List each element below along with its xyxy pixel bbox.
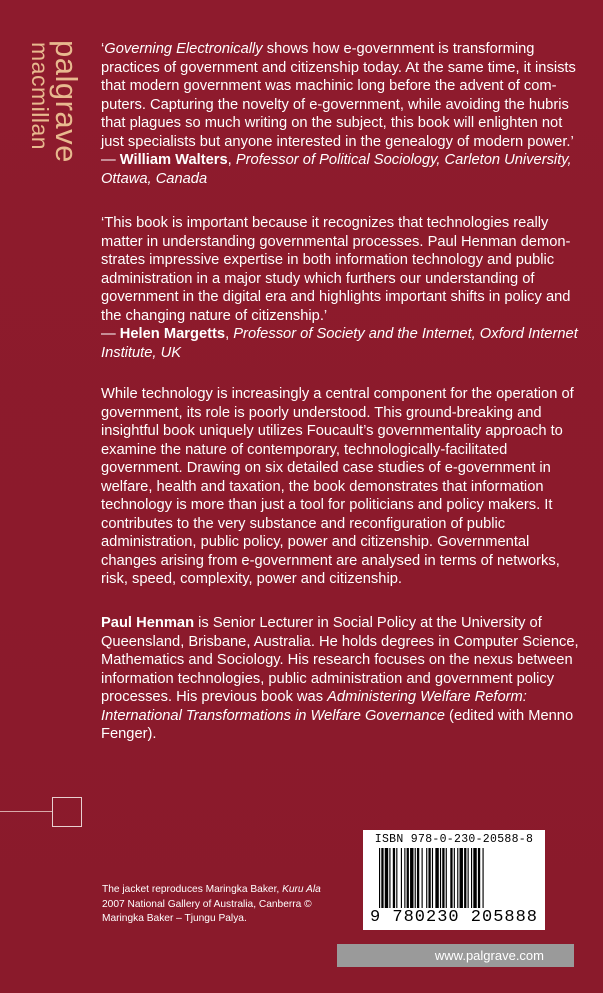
barcode-bar (415, 848, 416, 910)
barcode-bar (442, 848, 444, 910)
jacket-credit (102, 883, 342, 927)
quote-text: shows how e-government is transforming practices of government and citizenship today. At the same time, it insists that modern government was machinic long before the advent of com- puters. Capturing the novelty of e-government, while avoiding the hubris that plagues so much writing on the subject, this book will enlighten not just specialists but anyone interested in the genealogy of modern power.’ (101, 41, 576, 150)
barcode-bar (483, 848, 484, 910)
quote-affiliation: Professor of Society and the Internet, Oxford Internet Institute, UK (101, 326, 578, 361)
bio-body: is Senior Lecturer in Social Policy at the University of Queensland, Brisbane, Australia. He holds degrees in Computer Science, Mathematics and Sociology. His research focuses on the nexus between information technologies, public administration and government policy processes. His previous book was (101, 615, 579, 705)
isbn-barcode (363, 830, 545, 930)
barcode-number: 9 780230 205888 (363, 908, 545, 927)
barcode-bar (410, 848, 413, 910)
barcode-bar (468, 848, 469, 910)
endorsement-quote: ‘Governing Electronically shows how e-government is transforming practices of government and citizenship today. At the same time, it insists that modern government was machinic long before the advent of com- puters. Capturing the novelty of e-government, while avoiding the hubris that plagues so much writing on the subject, this book will enlighten not just specialists but anyone interested in the genealogy of modern power.’ — William Walters, Professor of Political Sociology, Carleton University, Ottawa, Canada (101, 41, 576, 187)
barcode-bar (478, 848, 480, 910)
publisher-logo (10, 40, 84, 190)
barcode-bar (426, 848, 427, 910)
barcode-bar (407, 848, 409, 910)
author-bio (101, 614, 579, 744)
bio-text (101, 614, 579, 744)
barcode-bar (404, 848, 405, 910)
endorsement-margetts (101, 214, 579, 362)
quote-author: William Walters (119, 152, 228, 168)
barcode-bar (460, 848, 463, 910)
quote-text: ‘This book is important because it recognizes that technologies really matter in understanding governmental processes. Paul Henman demon- strates impressive expertise in both information technology and public administration in a major study which furthers our understanding of government in the digital era and highlights important shifts in policy and the changing nature of citizenship.’ (101, 215, 571, 324)
credit-text: The jacket reproduces Maringka Baker, (102, 884, 283, 895)
barcode-bar (385, 848, 388, 910)
barcode-bar (435, 848, 438, 910)
quote-dash: — (101, 326, 120, 342)
barcode-bar (417, 848, 419, 910)
barcode-bar (450, 848, 452, 910)
logo-macmillan: macmillan (27, 42, 53, 151)
credit-text-end: 2007 National Gallery of Australia, Canberra © Maringka Baker – Tjungu Palya. (102, 898, 312, 924)
barcode-bar (401, 848, 402, 910)
barcode-bar (428, 848, 430, 910)
logo-palgrave: palgrave (49, 40, 84, 163)
barcode-bar (440, 848, 441, 910)
barcode-bar (393, 848, 395, 910)
decorative-square (52, 797, 82, 827)
previous-book-title: Administering Welfare Reform: International Transformations in Welfare Governance (101, 689, 527, 724)
barcode-bar (473, 848, 476, 910)
book-description (101, 385, 579, 589)
endorsement-walters (101, 40, 579, 188)
barcode-bars (377, 848, 531, 910)
quote-dash: — (101, 152, 120, 168)
barcode-bar (396, 848, 397, 910)
barcode-bar (381, 848, 383, 910)
artwork-title: Kuru Ala (282, 884, 321, 895)
barcode-bar (432, 848, 433, 910)
barcode-bar (379, 848, 380, 910)
bio-name: Paul Henman (101, 615, 195, 631)
barcode-bar (454, 848, 455, 910)
barcode-bar (471, 848, 472, 910)
barcode-bar (446, 848, 447, 910)
description-text: While technology is increasingly a central component for the operation of government, its role is poorly understood. This ground-breaking and insightful book uniquely utilizes Foucault’s governmentality approach to examine the nature of contemporary, technologically-facilitated government. Drawing on six detailed case studies of e-government in welfare, health and taxation, the book demonstrates that information technology is more than just a tool for politicians and policy makers. It contributes to the very substance and reconfiguration of public administration, public policy, power and citizenship. Governmental changes arising from e-government are analysed in terms of networks, risk, speed, complexity, power and citizenship. (101, 386, 574, 587)
publisher-url[interactable]: www.palgrave.com (337, 944, 574, 967)
quote-affiliation: Professor of Political Sociology, Carleton University, Ottawa, Canada (101, 152, 572, 187)
endorsement-quote: ‘This book is important because it recognizes that technologies really matter in understanding governmental processes. Paul Henman demon- strates impressive expertise in both information technology and public administration in a major study which furthers our understanding of government in the digital era and highlights important shifts in policy and the changing nature of citizenship.’ — Helen Margetts, Professor of Society and the Internet, Oxford Internet Institute, UK (101, 215, 578, 361)
barcode-bar (389, 848, 390, 910)
barcode-bar (422, 848, 423, 910)
quote-author: Helen Margetts (119, 326, 226, 342)
barcode-bar (464, 848, 466, 910)
decorative-line (0, 811, 52, 812)
barcode-bar (457, 848, 458, 910)
isbn-label: ISBN 978-0-230-20588-8 (374, 833, 534, 846)
bio-tail: (edited with Menno Fenger). (101, 707, 574, 742)
book-title: Governing Electronically (104, 41, 263, 57)
